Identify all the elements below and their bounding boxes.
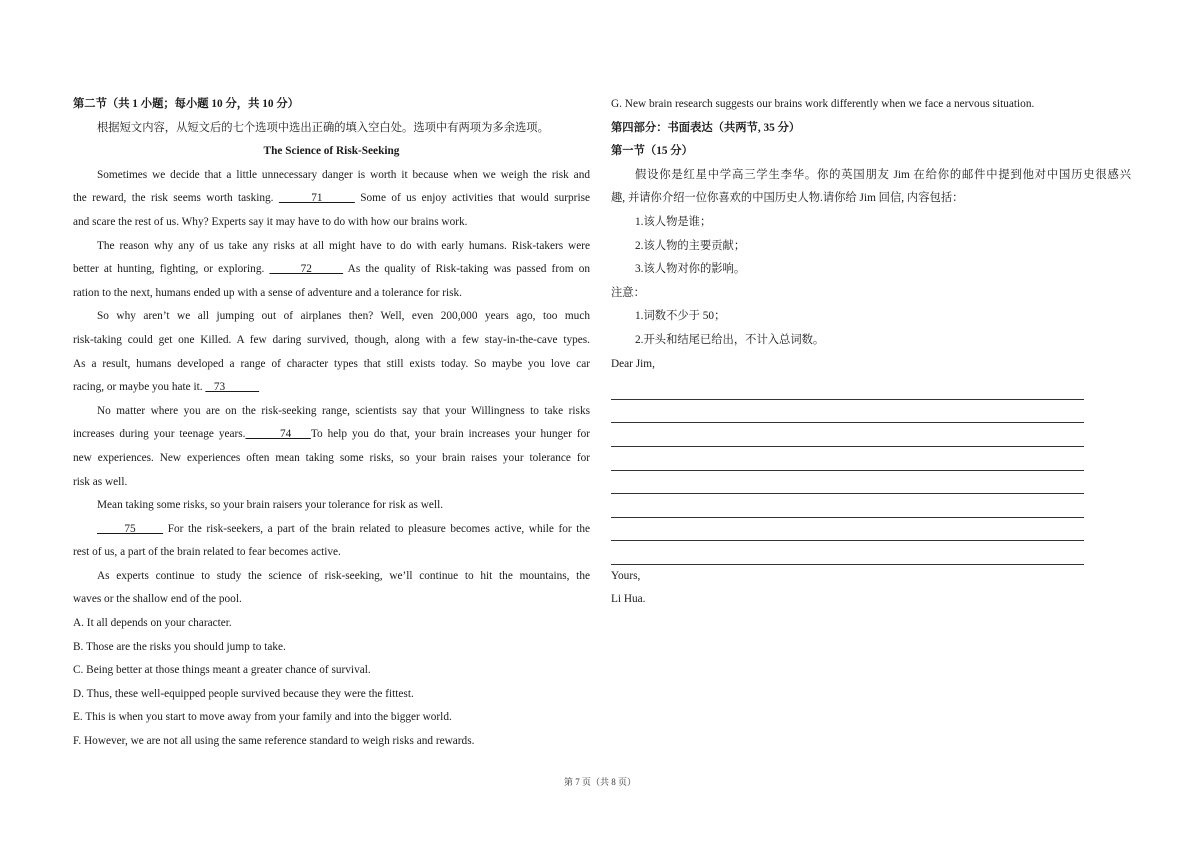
paragraph-2: The reason why any of us take any risks at all might have to do with early humans. Risk-takers were better at hunting, fighting, or exploring. 72 As the quality of Risk-taking was passed from on ration to the next, humans ended up with a sense of adventure and a tolerance for risk. [73, 239, 591, 299]
paragraph-4: No matter where you are on the risk-seeking range, scientists say that your Willingness to take risks increases during your teenage years. 74 To help you do that, your brain increases your hunger for new experiences. New experiences often mean taking some risks, so your brain raises your tolerance for risk as well. [73, 404, 590, 488]
options-list [73, 612, 590, 754]
blank-74[interactable]: 74 [245, 428, 311, 441]
blank-75[interactable]: 75 [97, 522, 164, 535]
writing-area [611, 376, 1131, 565]
writing-line[interactable] [611, 541, 1084, 565]
instructions: 根据短文内容，从短文后的七个选项中选出正确的填入空白处。选项中有两项为多余选项。 [97, 121, 549, 134]
paragraph-6: 75 For the risk-seekers, a part of the brain related to pleasure becomes active, while for the rest of us, a part of the brain related to fear becomes active. [73, 522, 591, 559]
section1-heading: 第一节（15 分） [611, 145, 693, 158]
writing-line[interactable] [611, 423, 1084, 447]
note-2: 2.开头和结尾已给出，不计入总词数。 [635, 333, 825, 346]
option-f: F. However, we are not all using the same reference standard to weigh risks and rewards. [73, 735, 475, 748]
prompt-line-2: 趣, 并请你介绍一位你喜欢的中国历史人物.请你给 Jim 回信, 内容包括： [611, 192, 964, 205]
writing-line[interactable] [611, 494, 1084, 518]
content-item-1: 1.该人物是谁； [635, 215, 712, 228]
blank-71[interactable]: 71 [278, 192, 355, 205]
paragraph-1: Sometimes we decide that a little unnecessary danger is worth it because when we weigh the risk and the reward, the risk seems worth tasking. 71 Some of us enjoy activities that would surprise and scare the rest of us. Why? Experts say it may have to do with how our brains work. [73, 168, 590, 228]
notes-label: 注意： [611, 286, 645, 299]
option-c: C. Being better at those things meant a greater chance of survival. [73, 664, 371, 677]
content-item-3: 3.该人物对你的影响。 [635, 263, 746, 276]
paragraph-5: Mean taking some risks, so your brain raisers your tolerance for risk as well. [97, 499, 444, 512]
section-heading: 第二节（共 1 小题；每小题 10 分，共 10 分） [73, 98, 299, 110]
writing-line[interactable] [611, 400, 1084, 424]
blank-72[interactable]: 72 [269, 263, 344, 276]
letter-greeting: Dear Jim, [611, 357, 655, 370]
prompt-line-1: 假设你是红星中学高三学生李华。你的英国朋友 Jim 在给你的邮件中提到他对中国历史很感兴 [635, 168, 1131, 181]
writing-line[interactable] [611, 518, 1084, 542]
page-footer: 第 7 页（共 8 页） [563, 777, 636, 787]
letter-signature: Li Hua. [611, 593, 646, 606]
writing-line[interactable] [611, 376, 1084, 400]
option-g: G. New brain research suggests our brains work differently when we face a nervous situation. [611, 98, 1035, 110]
letter-closing: Yours, [611, 569, 641, 582]
option-b: B. Those are the risks you should jump to take. [73, 640, 286, 653]
right-column [611, 93, 1131, 612]
note-1: 1.词数不少于 50； [635, 310, 726, 323]
passage-title: The Science of Risk-Seeking [263, 145, 400, 158]
option-e: E. This is when you start to move away from your family and into the bigger world. [73, 711, 452, 724]
left-column [73, 93, 590, 754]
writing-line[interactable] [611, 447, 1084, 471]
option-d: D. Thus, these well-equipped people survived because they were the fittest. [73, 687, 414, 700]
paragraph-7: As experts continue to study the science of risk-seeking, we’ll continue to hit the mountains, the waves or the shallow end of the pool. [73, 569, 590, 606]
part4-heading: 第四部分：书面表达（共两节, 35 分） [611, 121, 801, 134]
blank-73[interactable]: 73 [205, 381, 260, 394]
writing-line[interactable] [611, 471, 1084, 495]
paragraph-3: So why aren’t we all jumping out of airplanes then? Well, even 200,000 years ago, too much risk-taking could get one Killed. A few daring survived, though, along with a few stay-in-the-cave types. As a result, humans developed a range of character types that still exists today. So maybe you love car racing, or maybe you hate it. 73 [73, 310, 590, 394]
option-a: A. It all depends on your character. [73, 617, 232, 630]
content-item-2: 2.该人物的主要贡献； [635, 239, 746, 252]
